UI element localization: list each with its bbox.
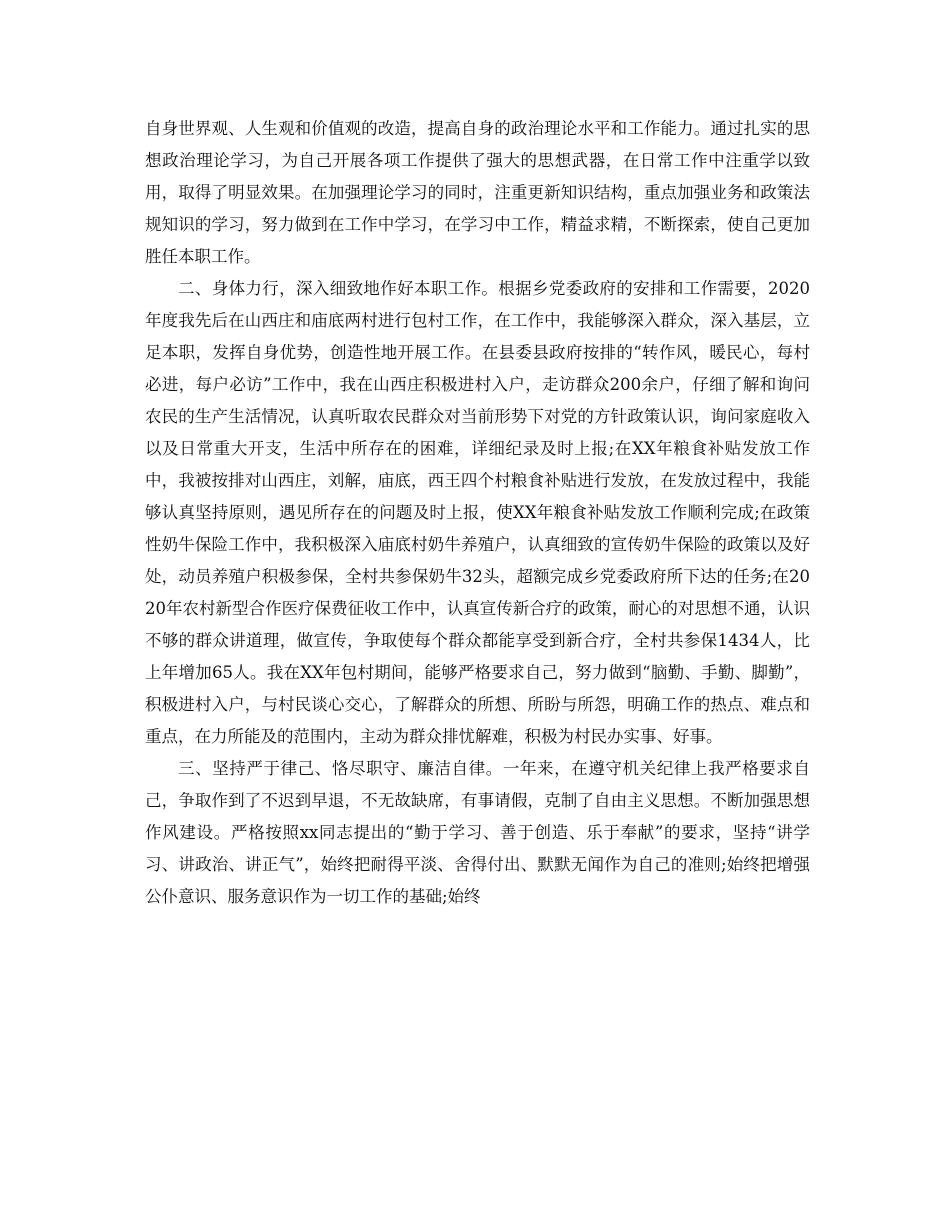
document-body xyxy=(145,113,810,913)
paragraph-section-two: 二、身体力行，深入细致地作好本职工作。根据乡党委政府的安排和工作需要，2020年度我先后在山西庄和庙底两村进行包村工作，在工作中，我能够深入群众，深入基层，立足本职，发挥自身优势，创造性地开展工作。在县委县政府按排的“转作风，暖民心，每村必进，每户必访”工作中，我在山西庄积极进村入户，走访群众200余户，仔细了解和询问农民的生产生活情况，认真听取农民群众对当前形势下对党的方针政策认识，询问家庭收入以及日常重大开支，生活中所存在的困难，详细纪录及时上报;在XX年粮食补贴发放工作中，我被按排对山西庄，刘解，庙底，西王四个村粮食补贴进行发放，在发放过程中，我能够认真坚持原则，遇见所存在的问题及时上报，使XX年粮食补贴发放工作顺利完成;在政策性奶牛保险工作中，我积极深入庙底村奶牛养殖户，认真细致的宣传奶牛保险的政策以及好处，动员养殖户积极参保，全村共参保奶牛32头，超额完成乡党委政府所下达的任务;在2020年农村新型合作医疗保费征收工作中，认真宣传新合疗的政策，耐心的对思想不通，认识不够的群众讲道理，做宣传，争取使每个群众都能享受到新合疗，全村共参保1434人，比上年增加65人。我在XX年包村期间，能够严格要求自己，努力做到“脑勤、手勤、脚勤”，积极进村入户，与村民谈心交心，了解群众的所想、所盼与所怨，明确工作的热点、难点和重点，在力所能及的范围内，主动为群众排忧解难，积极为村民办实事、好事。 xyxy=(145,279,810,746)
paragraph-continuation: 自身世界观、人生观和价值观的改造，提高自身的政治理论水平和工作能力。通过扎实的思想政治理论学习，为自己开展各项工作提供了强大的思想武器，在日常工作中注重学以致用，取得了明显效果。在加强理论学习的同时，注重更新知识结构，重点加强业务和政策法规知识的学习，努力做到在工作中学习，在学习中工作，精益求精，不断探索，使自己更加胜任本职工作。 xyxy=(145,119,810,266)
paragraph-section-three: 三、坚持严于律己、恪尽职守、廉洁自律。一年来，在遵守机关纪律上我严格要求自己，争取作到了不迟到早退，不无故缺席，有事请假，克制了自由主义思想。不断加强思想作风建设。严格按照xx同志提出的“勤于学习、善于创造、乐于奉献”的要求，坚持“讲学习、讲政治、讲正气”，始终把耐得平淡、舍得付出、默默无闻作为自己的准则;始终把增强公仆意识、服务意识作为一切工作的基础;始终 xyxy=(145,759,810,906)
